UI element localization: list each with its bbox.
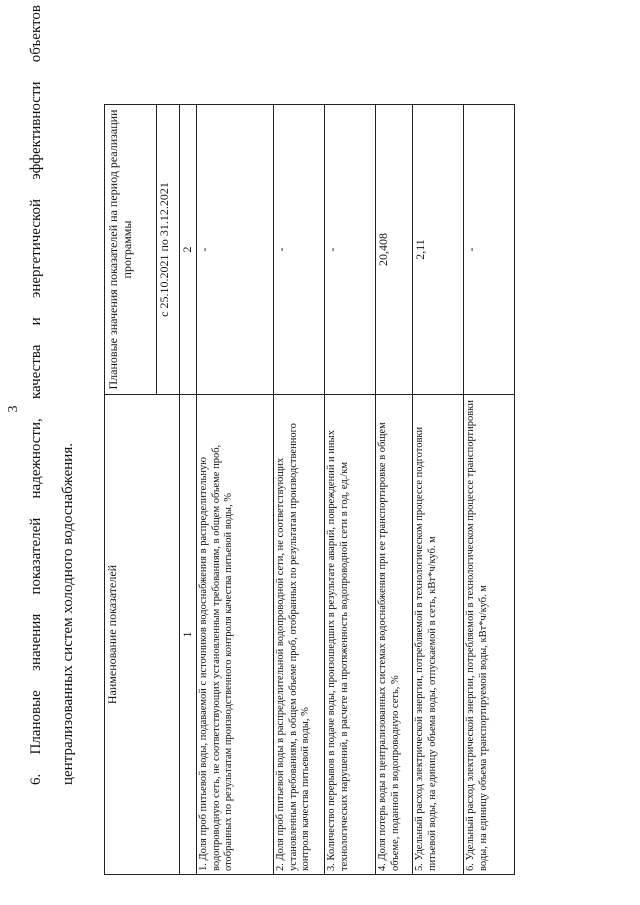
table-row xyxy=(413,105,464,875)
heading-word: объектов xyxy=(28,5,44,63)
indicator-value: - xyxy=(197,105,274,395)
table-row xyxy=(197,105,274,875)
indicator-value: 2,11 xyxy=(413,105,464,395)
table-row xyxy=(464,105,515,875)
indicators-table xyxy=(104,104,515,875)
indicator-name: 4. Доля потерь воды в централизованных системах водоснабжения при ее транспортировке в общем объеме, поданной в водопроводную сеть, % xyxy=(376,395,413,875)
heading-word: эффективности xyxy=(28,81,44,180)
heading-word: показателей xyxy=(28,517,44,595)
heading-word: Плановые xyxy=(28,690,44,755)
indicator-value: - xyxy=(464,105,515,395)
column-number-2: 2 xyxy=(180,105,197,395)
indicator-name: 2. Доля проб питьевой воды в распределительной водопроводной сети, не соответствующих установленным требованиям, в общем объеме проб, отобранных по результатам производственного контроля качества питьевой воды, % xyxy=(274,395,325,875)
header-plan-values: Плановые значения показателей на период реализации программы xyxy=(105,105,157,395)
section-heading xyxy=(20,5,84,785)
header-indicator-name: Наименование показателей xyxy=(105,395,180,875)
table-header-row xyxy=(105,105,157,875)
indicator-value: - xyxy=(274,105,325,395)
header-period: с 25.10.2021 по 31.12.2021 xyxy=(156,105,179,395)
indicator-name: 6. Удельный расход электрической энергии, потребляемой в технологическом процессе транспортировки воды, на единицу объема транспортируемой воды, кВт*ч/куб. м xyxy=(464,395,515,875)
column-number-1: 1 xyxy=(180,395,197,875)
indicator-name: 5. Удельный расход электрической энергии, потребляемой в технологическом процессе подготовки питьевой воды, на единицу объема воды, отпускаемой в сеть, кВт*ч/куб. м xyxy=(413,395,464,875)
column-number-row xyxy=(180,105,197,875)
heading-line-1 xyxy=(20,5,52,785)
page-number: 3 xyxy=(6,405,21,413)
heading-word: 6. xyxy=(28,773,44,785)
table-row xyxy=(376,105,413,875)
table-row xyxy=(325,105,376,875)
heading-word: значения xyxy=(28,613,44,671)
heading-word: качества xyxy=(28,344,44,400)
heading-line-2: централизованных систем холодного водоснабжения. xyxy=(60,443,76,785)
indicator-name: 1. Доля проб питьевой воды, подаваемой с источников водоснабжения в распределительную водопроводную сеть, не соответствующих установленным требованиям, в общем объеме проб, отобранных по результатам производственного контроля качества питьевой воды, % xyxy=(197,395,274,875)
indicator-value: - xyxy=(325,105,376,395)
indicator-value: 20,408 xyxy=(376,105,413,395)
heading-word: и xyxy=(28,317,44,326)
table-row xyxy=(274,105,325,875)
heading-word: энергетической xyxy=(28,198,44,299)
heading-word: надежности, xyxy=(28,418,44,499)
indicator-name: 3. Количество перерывов в подаче воды, произошедших в результате аварий, повреждений и иных технологических нарушений, в расчете на протяженность водопроводной сети в год, ед./км xyxy=(325,395,376,875)
